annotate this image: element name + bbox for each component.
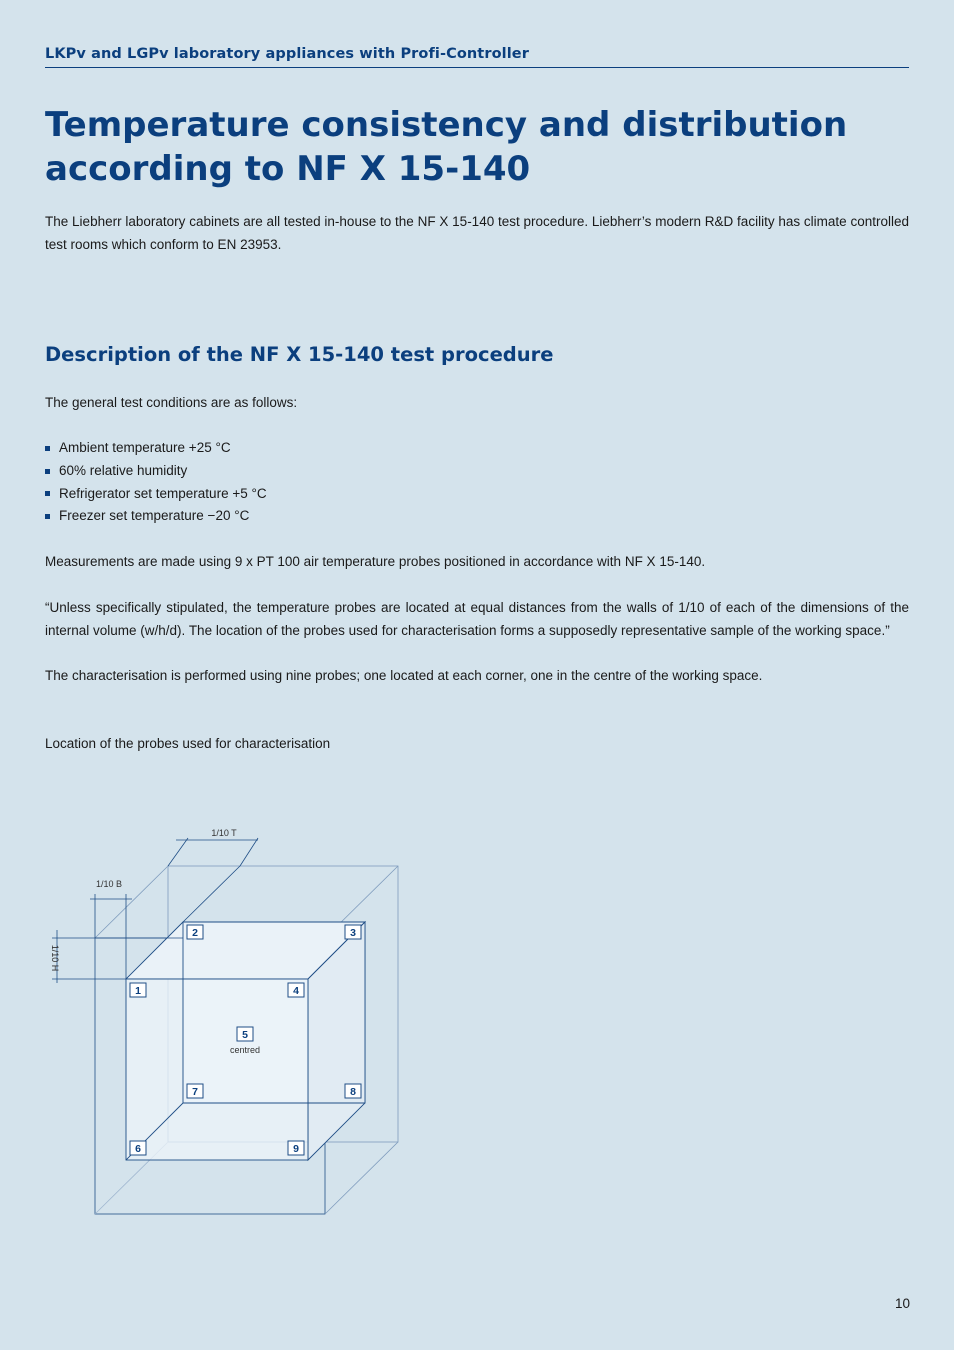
probe-location-diagram (40, 820, 420, 1230)
conditions-list (45, 437, 267, 528)
probe-marker (288, 1141, 304, 1155)
diagram-caption: Location of the probes used for characterisation (45, 736, 331, 751)
svg-text:8: 8 (350, 1086, 356, 1098)
dimension-h-label: 1/10 H (50, 944, 60, 972)
section-title: Description of the NF X 15-140 test procedure (45, 343, 554, 366)
page-title (45, 103, 909, 191)
svg-text:6: 6 (135, 1143, 141, 1155)
intro-paragraph: The Liebherr laboratory cabinets are all tested in-house to the NF X 15-140 test procedure. Liebherr’s modern R&D facility has climate controlled test rooms which conform to EN 23953. (45, 214, 909, 252)
svg-text:5: 5 (242, 1029, 248, 1041)
list-item: Refrigerator set temperature +5 °C (45, 483, 267, 506)
conditions-intro: The general test conditions are as follows: (45, 395, 298, 410)
quote-paragraph: “Unless specifically stipulated, the temperature probes are located at equal distances from the walls of 1/10 of each of the dimensions of the internal volume (w/h/d). The location of the probes used for characterisation forms a supposedly representative sample of the working space.” (45, 600, 909, 638)
bullet-icon (45, 469, 50, 474)
probe-marker (345, 925, 361, 939)
probe-marker (345, 1084, 361, 1098)
probe-marker (288, 983, 304, 997)
probe-marker (130, 1141, 146, 1155)
list-item: Freezer set temperature −20 °C (45, 505, 267, 528)
svg-text:9: 9 (293, 1143, 299, 1155)
title-line-2: according to NF X 15-140 (45, 149, 531, 189)
svg-text:1: 1 (135, 985, 141, 997)
dimension-t-label: 1/10 T (211, 828, 237, 838)
svg-text:4: 4 (293, 985, 299, 997)
probe-marker (237, 1027, 253, 1041)
characterisation-paragraph: The characterisation is performed using nine probes; one located at each corner, one in the centre of the working space. (45, 668, 763, 683)
svg-text:2: 2 (192, 927, 198, 939)
bullet-icon (45, 446, 50, 451)
dimension-b-label: 1/10 B (95, 879, 123, 889)
centred-label: centred (229, 1045, 261, 1055)
probe-marker (187, 1084, 203, 1098)
svg-text:3: 3 (350, 927, 356, 939)
svg-text:7: 7 (192, 1086, 198, 1098)
running-header: LKPv and LGPv laboratory appliances with Profi-Controller (45, 46, 909, 68)
probe-marker (130, 983, 146, 997)
title-line-1: Temperature consistency and distribution (45, 105, 848, 145)
measurements-paragraph: Measurements are made using 9 x PT 100 air temperature probes positioned in accordance with NF X 15-140. (45, 554, 706, 569)
probe-marker (187, 925, 203, 939)
list-item: Ambient temperature +25 °C (45, 437, 267, 460)
page-number: 10 (894, 1296, 910, 1311)
bullet-icon (45, 491, 50, 496)
bullet-icon (45, 514, 50, 519)
list-item: 60% relative humidity (45, 460, 267, 483)
